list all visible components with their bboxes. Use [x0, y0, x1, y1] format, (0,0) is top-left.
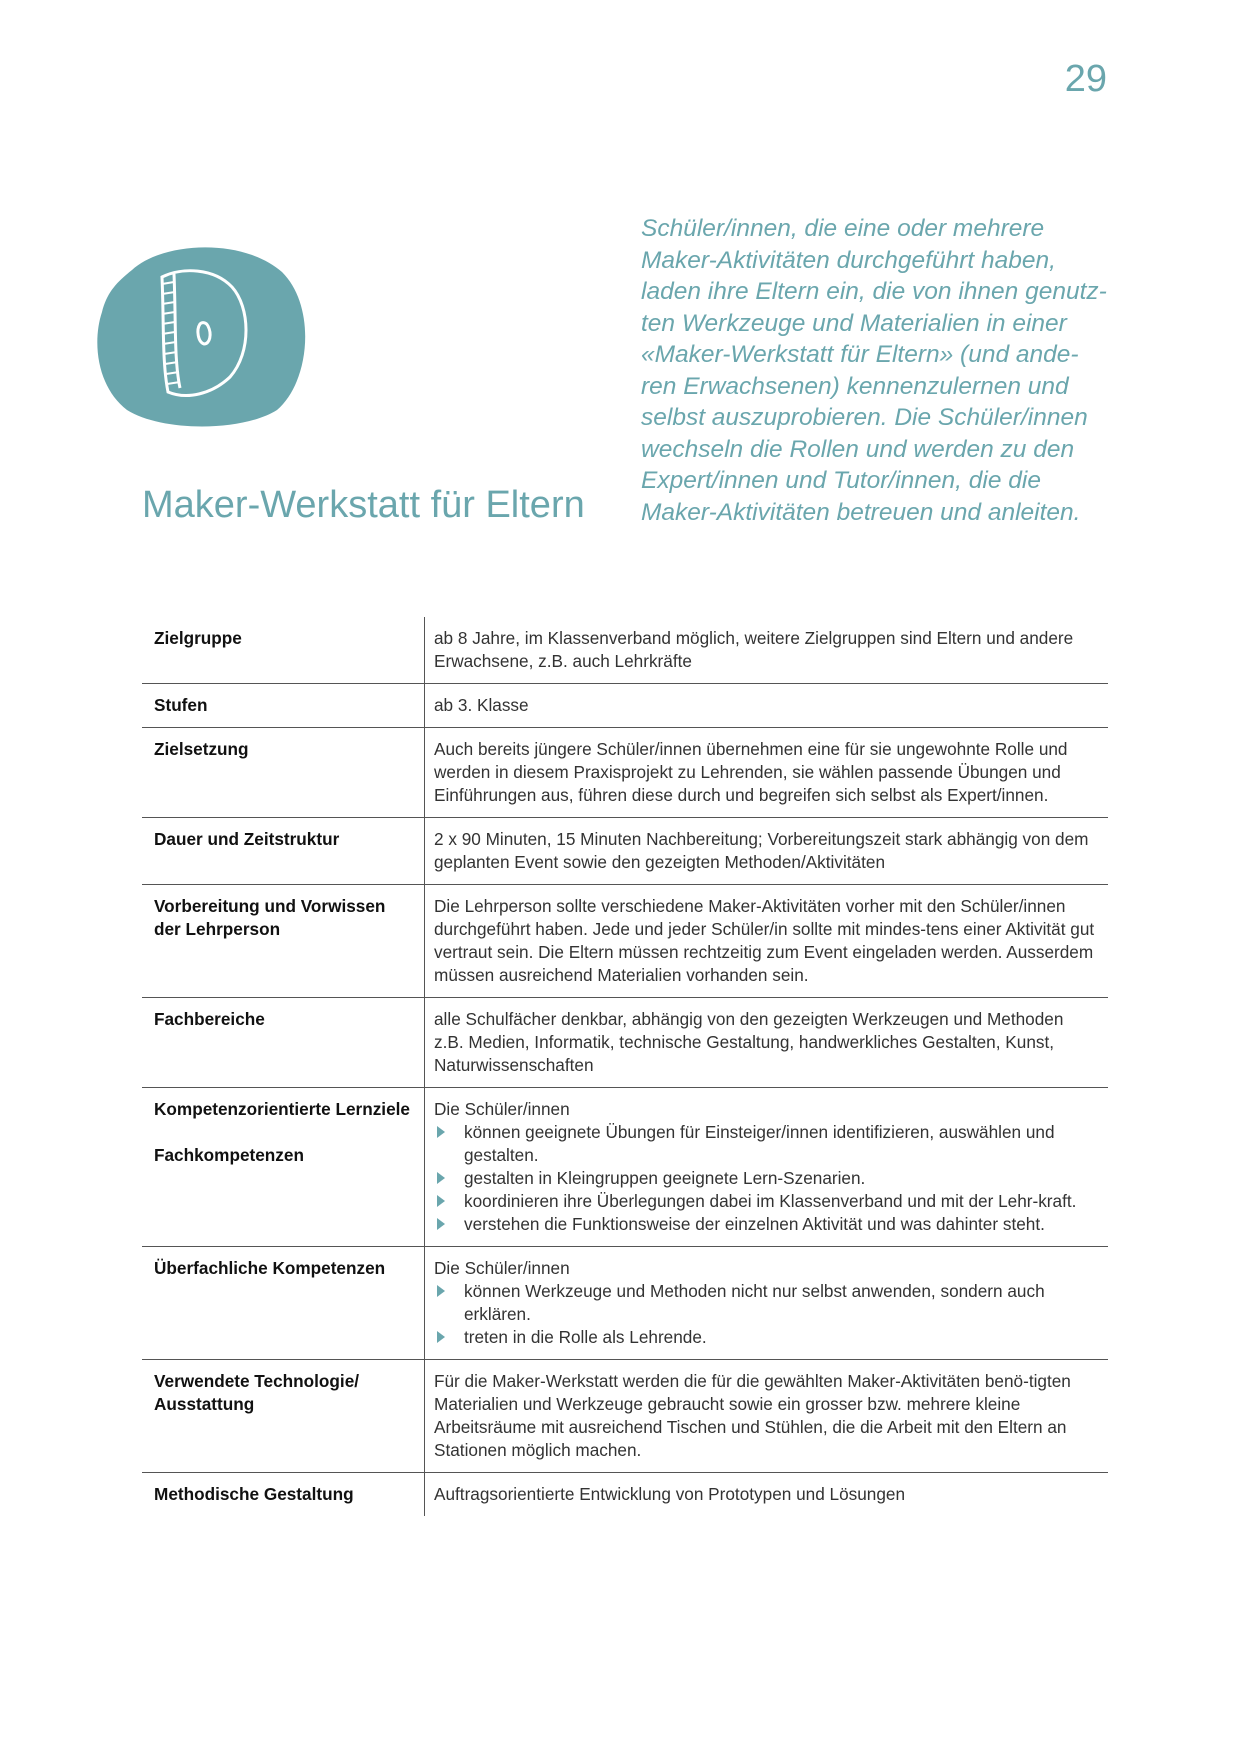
- row-value: [425, 1247, 1109, 1360]
- triangle-bullet-icon: [437, 1218, 445, 1230]
- row-value: [425, 1360, 1109, 1473]
- bullet-text: können geeignete Übungen für Einsteiger/innen identifizieren, auswählen und gestalten.: [464, 1122, 1055, 1165]
- row-value-text: 2 x 90 Minuten, 15 Minuten Nachbereitung; Vorbereitungszeit stark abhängig von dem geplanten Event sowie den gezeigten Methoden/Aktivitäten: [434, 829, 1089, 872]
- row-label: [142, 1247, 425, 1360]
- table-row: [142, 728, 1108, 818]
- row-value-text: Auch bereits jüngere Schüler/innen übernehmen eine für sie ungewohnte Rolle und werden in diesem Praxisprojekt zu Lehrenden, sie wählen passende Übungen und Einführungen aus, führen diese durch und begreifen sich selbst als Expert/innen.: [434, 739, 1068, 805]
- row-label-text: Dauer und Zeitstruktur: [154, 829, 340, 849]
- row-value-text: alle Schulfächer denkbar, abhängig von den gezeigten Werkzeugen und Methoden z.B. Medien, Informatik, technische Gestaltung, handwerkliches Gestalten, Kunst, Naturwissenschaften: [434, 1009, 1064, 1075]
- bullet-list: [434, 1121, 1096, 1236]
- row-label-text: Zielgruppe: [154, 628, 242, 648]
- bullet-text: treten in die Rolle als Lehrende.: [464, 1327, 707, 1347]
- table-row: [142, 818, 1108, 885]
- row-label: [142, 728, 425, 818]
- row-value-text: Auftragsorientierte Entwicklung von Prototypen und Lösungen: [434, 1484, 906, 1504]
- row-label-text: Verwendete Technologie/ Ausstattung: [154, 1371, 360, 1414]
- row-label: [142, 1360, 425, 1473]
- row-value-text: Die Schüler/innen: [434, 1099, 570, 1119]
- table-row: [142, 1473, 1108, 1517]
- row-label-text: Überfachliche Kompetenzen: [154, 1258, 386, 1278]
- row-value: [425, 1473, 1109, 1517]
- table-row: [142, 684, 1108, 728]
- row-label: [142, 818, 425, 885]
- row-label-text: Methodische Gestaltung: [154, 1484, 354, 1504]
- row-value: [425, 818, 1109, 885]
- triangle-bullet-icon: [437, 1126, 445, 1138]
- info-table: [142, 617, 1108, 1516]
- row-value-text: Die Lehrperson sollte verschiedene Maker-Aktivitäten vorher mit den Schüler/innen durchgeführt haben. Jede und jeder Schüler/in sollte mit mindes-tens einer Aktivität gut vertraut sein. Die Eltern müssen rechtzeitig zum Event eingeladen werden. Ausserdem müssen ausreichend Materialien vorhanden sein.: [434, 896, 1095, 985]
- triangle-bullet-icon: [437, 1331, 445, 1343]
- triangle-bullet-icon: [437, 1172, 445, 1184]
- table-row: [142, 1247, 1108, 1360]
- bullet-item: [434, 1167, 1096, 1190]
- table-row: [142, 1360, 1108, 1473]
- row-value-text: Die Schüler/innen: [434, 1258, 570, 1278]
- row-value-text: ab 8 Jahre, im Klassenverband möglich, weitere Zielgruppen sind Eltern und andere Erwachsene, z.B. auch Lehrkräfte: [434, 628, 1074, 671]
- page-number: 29: [1064, 58, 1107, 100]
- row-value: [425, 728, 1109, 818]
- hand-drawn-letter-d-icon: [92, 232, 312, 432]
- bullet-item: [434, 1213, 1096, 1236]
- bullet-text: können Werkzeuge und Methoden nicht nur selbst anwenden, sondern auch erklären.: [464, 1281, 1045, 1324]
- bullet-item: [434, 1190, 1096, 1213]
- row-value: [425, 1088, 1109, 1247]
- page-title: Maker-Werkstatt für Eltern: [142, 484, 585, 526]
- row-value: [425, 885, 1109, 998]
- row-label: [142, 684, 425, 728]
- table-row: [142, 1088, 1108, 1247]
- bullet-item: [434, 1326, 1096, 1349]
- intro-text: Schüler/innen, die eine oder mehrere Maker-Aktivitäten durchgeführt haben, laden ihre Eltern ein, die von ihnen genutz-ten Werkzeuge und Materialien in einer «Maker-Werkstatt für Eltern» (und ande-ren Erwachsenen) kennenzulernen und selbst auszuprobieren. Die Schüler/innen wechseln die Rollen und werden zu den Expert/innen und Tutor/innen, die die Maker-Aktivitäten betreuen und anleiten.: [641, 215, 1107, 526]
- row-label-text: Stufen: [154, 695, 208, 715]
- table-row: [142, 617, 1108, 684]
- bullet-text: verstehen die Funktionsweise der einzelnen Aktivität und was dahinter steht.: [464, 1214, 1045, 1234]
- row-value-text: ab 3. Klasse: [434, 695, 529, 715]
- row-value: [425, 684, 1109, 728]
- bullet-item: [434, 1280, 1096, 1326]
- bullet-text: gestalten in Kleingruppen geeignete Lern-Szenarien.: [464, 1168, 866, 1188]
- table-row: [142, 885, 1108, 998]
- triangle-bullet-icon: [437, 1195, 445, 1207]
- row-value: [425, 998, 1109, 1088]
- row-label: [142, 617, 425, 684]
- table-row: [142, 998, 1108, 1088]
- row-label: [142, 998, 425, 1088]
- row-label-text: Fachbereiche: [154, 1009, 265, 1029]
- row-label: [142, 1088, 425, 1247]
- row-label-text: Kompetenzorientierte Lernziele: [154, 1099, 410, 1119]
- row-label-text: Vorbereitung und Vorwissen der Lehrperson: [154, 896, 386, 939]
- row-label: [142, 1473, 425, 1517]
- row-label-text: Zielsetzung: [154, 739, 249, 759]
- row-sublabel: Fachkompetenzen: [154, 1145, 304, 1165]
- bullet-list: [434, 1280, 1096, 1349]
- row-label: [142, 885, 425, 998]
- row-value: [425, 617, 1109, 684]
- row-value-text: Für die Maker-Werkstatt werden die für die gewählten Maker-Aktivitäten benö-tigten Materialien und Werkzeuge gebraucht sowie ein grosser bzw. mehrere kleine Arbeitsräume mit ausreichend Tischen und Stühlen, die die Arbeit mit den Eltern an Stationen möglich machen.: [434, 1371, 1071, 1460]
- bullet-item: [434, 1121, 1096, 1167]
- bullet-text: koordinieren ihre Überlegungen dabei im Klassenverband und mit der Lehr-kraft.: [464, 1191, 1077, 1211]
- triangle-bullet-icon: [437, 1285, 445, 1297]
